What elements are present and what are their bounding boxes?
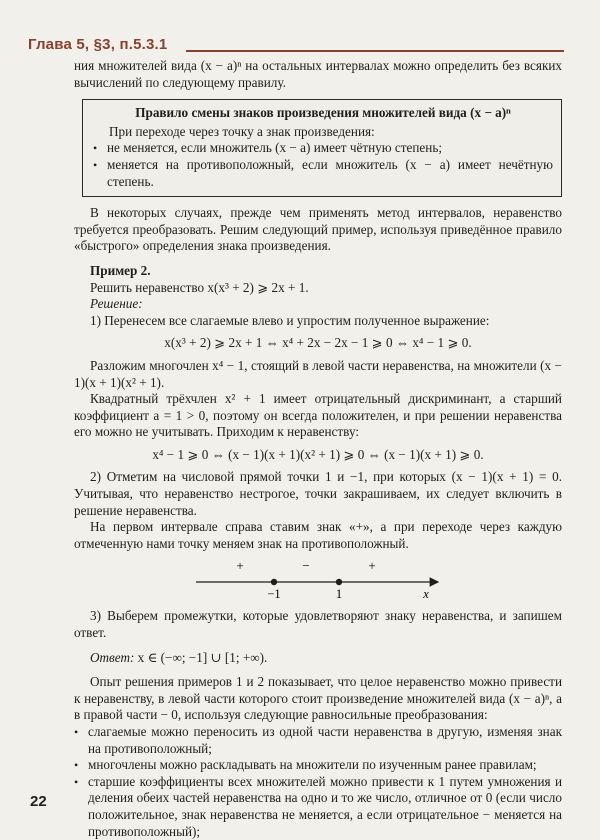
example-task: Решить неравенство x(x³ + 2) ⩾ 2x + 1. (90, 279, 309, 295)
bullet-icon: • (74, 758, 79, 773)
sign-right: + (368, 558, 376, 574)
number-line (74, 556, 562, 602)
page-header (28, 36, 564, 58)
formula-2: x⁴ − 1 ⩾ 0 ⇔ (x − 1)(x + 1)(x² + 1) ⩾ 0 ⇔ (x − 1)(x + 1) ⩾ 0. (152, 446, 484, 462)
answer-label: Ответ: (90, 649, 135, 665)
paragraph-intro: В некоторых случаях, прежде чем применять метод интервалов, неравенство требуется преобразовать. Решим следующий пример, используя приведённое правило «быстрого» определения знака произведения. (74, 205, 562, 254)
sign-middle: − (302, 558, 310, 574)
paragraph-signs: На первом интервале справа ставим знак «+», а при переходе через каждую отмеченную нами точку меняем знак на противоположный. (74, 519, 562, 551)
point-minus-one (271, 579, 277, 585)
rule-title: Правило смены знаков произведения множителей вида (x − a)ⁿ (135, 105, 511, 121)
label-minus-one: −1 (267, 587, 281, 602)
example-heading: Пример 2. (90, 262, 151, 278)
formula-1: x(x³ + 2) ⩾ 2x + 1 ⇔ x⁴ + 2x − 2x − 1 ⩾ 0 ⇔ x⁴ − 1 ⩾ 0. (164, 335, 472, 351)
answer-value: x ∈ (−∞; −1] ∪ [1; +∞). (137, 649, 268, 665)
conclusion-bullet: • старшие коэффициенты всех множителей можно привести к 1 путем умножения и деления обеих частей неравенства на одно и то же число, отличное от 0 (если число положительное, знак неравенства не меняется, а если отрицательное − меняется на противоположный); (74, 773, 562, 839)
label-one: 1 (335, 587, 343, 602)
conclusion-bullet: • слагаемые можно переносить из одной части неравенства в другую, изменяя знак на противоположный; (74, 724, 562, 756)
rule-bullet: • не меняется, если множитель (x − a) имеет чётную степень; (93, 140, 443, 156)
answer-line (74, 650, 562, 667)
axis-label: x (423, 587, 429, 602)
step-3: 3) Выберем промежутки, которые удовлетворяют знаку неравенства, и запишем ответ. (74, 608, 562, 641)
rule-lead: При переходе через точку a знак произведения: (109, 123, 375, 139)
header-rule (186, 50, 564, 52)
intro-line: ния множителей вида (x − a)ⁿ на остальных интервалах можно определить без всяких вычислений по следующему правилу. (74, 58, 562, 90)
page-body (74, 58, 562, 840)
paragraph-trinomial: Квадратный трёхчлен x² + 1 имеет отрицательный дискриминант, а старший коэффициент a = 1 > 0, поэтому он всегда положителен, и при решении неравенства его можно не учитывать. Приходим к неравенству: (74, 391, 562, 440)
step-2: 2) Отметим на числовой прямой точки 1 и −1, при которых (x − 1)(x + 1) = 0. Учитывая, что неравенство нестрогое, точки закрашиваем, их следует включить в решение неравенства. (74, 469, 562, 518)
rule-bullets (93, 140, 553, 190)
paragraph-factor: Разложим многочлен x⁴ − 1, стоящий в левой части неравенства, на множители (x − 1)(x + 1)(x² + 1). (74, 357, 562, 390)
sign-left: + (236, 558, 244, 574)
rule-box (82, 99, 562, 197)
conclusion-bullet: • многочлены можно раскладывать на множители по изученным ранее правилам; (74, 757, 537, 773)
number-line-figure (74, 556, 562, 602)
point-one (336, 579, 342, 585)
conclusion-bullets (74, 724, 562, 840)
chapter-title: Глава 5, §3, п.5.3.1 (28, 36, 168, 53)
solution-label: Решение: (90, 296, 143, 312)
rule-bullet: • меняется на противоположный, если множитель (x − a) имеет нечётную степень. (93, 156, 553, 189)
page-number: 22 (30, 793, 47, 810)
bullet-icon: • (93, 157, 98, 172)
conclusion-paragraph: Опыт решения примеров 1 и 2 показывает, что целое неравенство можно привести к неравенству, в левой части которого стоит произведение множителей вида (x − a)ⁿ, а в правой части − 0, используя следующие равносильные преобразования: (74, 674, 562, 723)
bullet-icon: • (93, 141, 98, 156)
bullet-icon: • (74, 725, 79, 739)
bullet-icon: • (74, 774, 79, 789)
step-1: 1) Перенесем все слагаемые влево и упростим полученное выражение: (90, 312, 490, 328)
